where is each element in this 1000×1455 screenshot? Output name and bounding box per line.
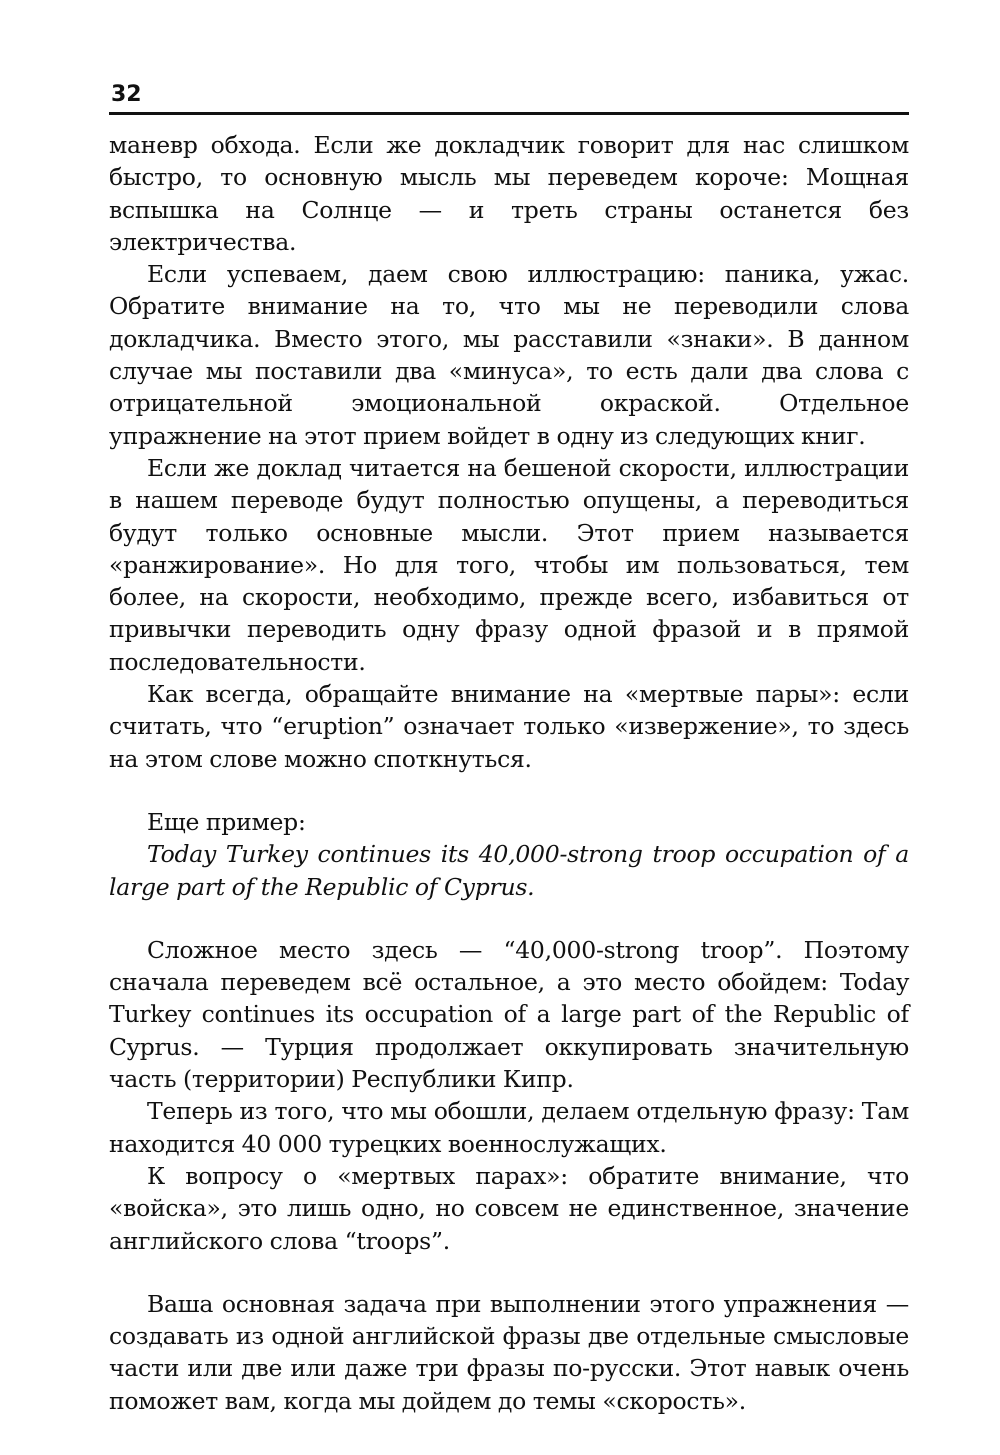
paragraph-2: Если успеваем, даем свою иллюстрацию: паника, ужас. Обратите внимание на то, что мы не переводили слова докладчика. Вместо этого, мы расставили «знаки». В данном случае мы поставили два «минуса», то есть дали два слова с отрицательной эмоциональной окраской. Отдельное упражнение на этот прием войдет в одну из следующих книг. — [109, 260, 909, 450]
spacer — [109, 775, 909, 806]
example-sentence: Today Turkey continues its 40,000-strong troop occupation of a large part of the Republic of Cyprus. — [109, 840, 909, 901]
paragraph-1: маневр обхода. Если же докладчик говорит для нас слишком быстро, то основную мысль мы переведем короче: Мощная вспышка на Солнце — и треть страны останется без электричества. — [109, 131, 909, 256]
paragraph-4: Как всегда, обращайте внимание на «мертвые пары»: если считать, что “eruption” означает только «извержение», то здесь на этом слове можно споткнуться. — [109, 680, 909, 773]
paragraph-7: Сложное место здесь — “40,000-strong troop”. Поэтому сначала переведем всё остальное, а это место обойдем: Today Turkey continues its occupation of a large part of the Republic of Cyprus. — Турция продолжает оккупировать значительную часть (территории) Республики Кипр. — [109, 935, 909, 1094]
spacer — [109, 903, 909, 934]
header-rule — [109, 112, 909, 115]
paragraph-10: Ваша основная задача при выполнении этого упражнения — создавать из одной английской фразы две отдельные смысловые части или две или даже три фразы по-русски. Этот навык очень поможет вам, когда мы дойдем до темы «скорость». — [109, 1289, 909, 1415]
spacer — [109, 1257, 909, 1288]
book-page — [109, 82, 909, 1417]
example-intro: Еще пример: — [147, 807, 306, 836]
paragraph-9: К вопросу о «мертвых парах»: обратите внимание, что «войска», это лишь одно, но совсем не единственное, значение английского слова “troops”. — [109, 1161, 909, 1255]
page-number: 32 — [111, 82, 142, 107]
paragraph-3: Если же доклад читается на бешеной скорости, иллюстрации в нашем переводе будут полностью опущены, а переводиться будут только основные мысли. Этот прием называется «ранжирование». Но для того, чтобы им пользоваться, тем более, на скорости, необходимо, прежде всего, избавиться от привычки переводить одну фразу одной фразой и в прямой последовательности. — [109, 453, 909, 676]
paragraph-8: Теперь из того, что мы обошли, делаем отдельную фразу: Там находится 40 000 турецких военнослужащих. — [109, 1097, 909, 1158]
